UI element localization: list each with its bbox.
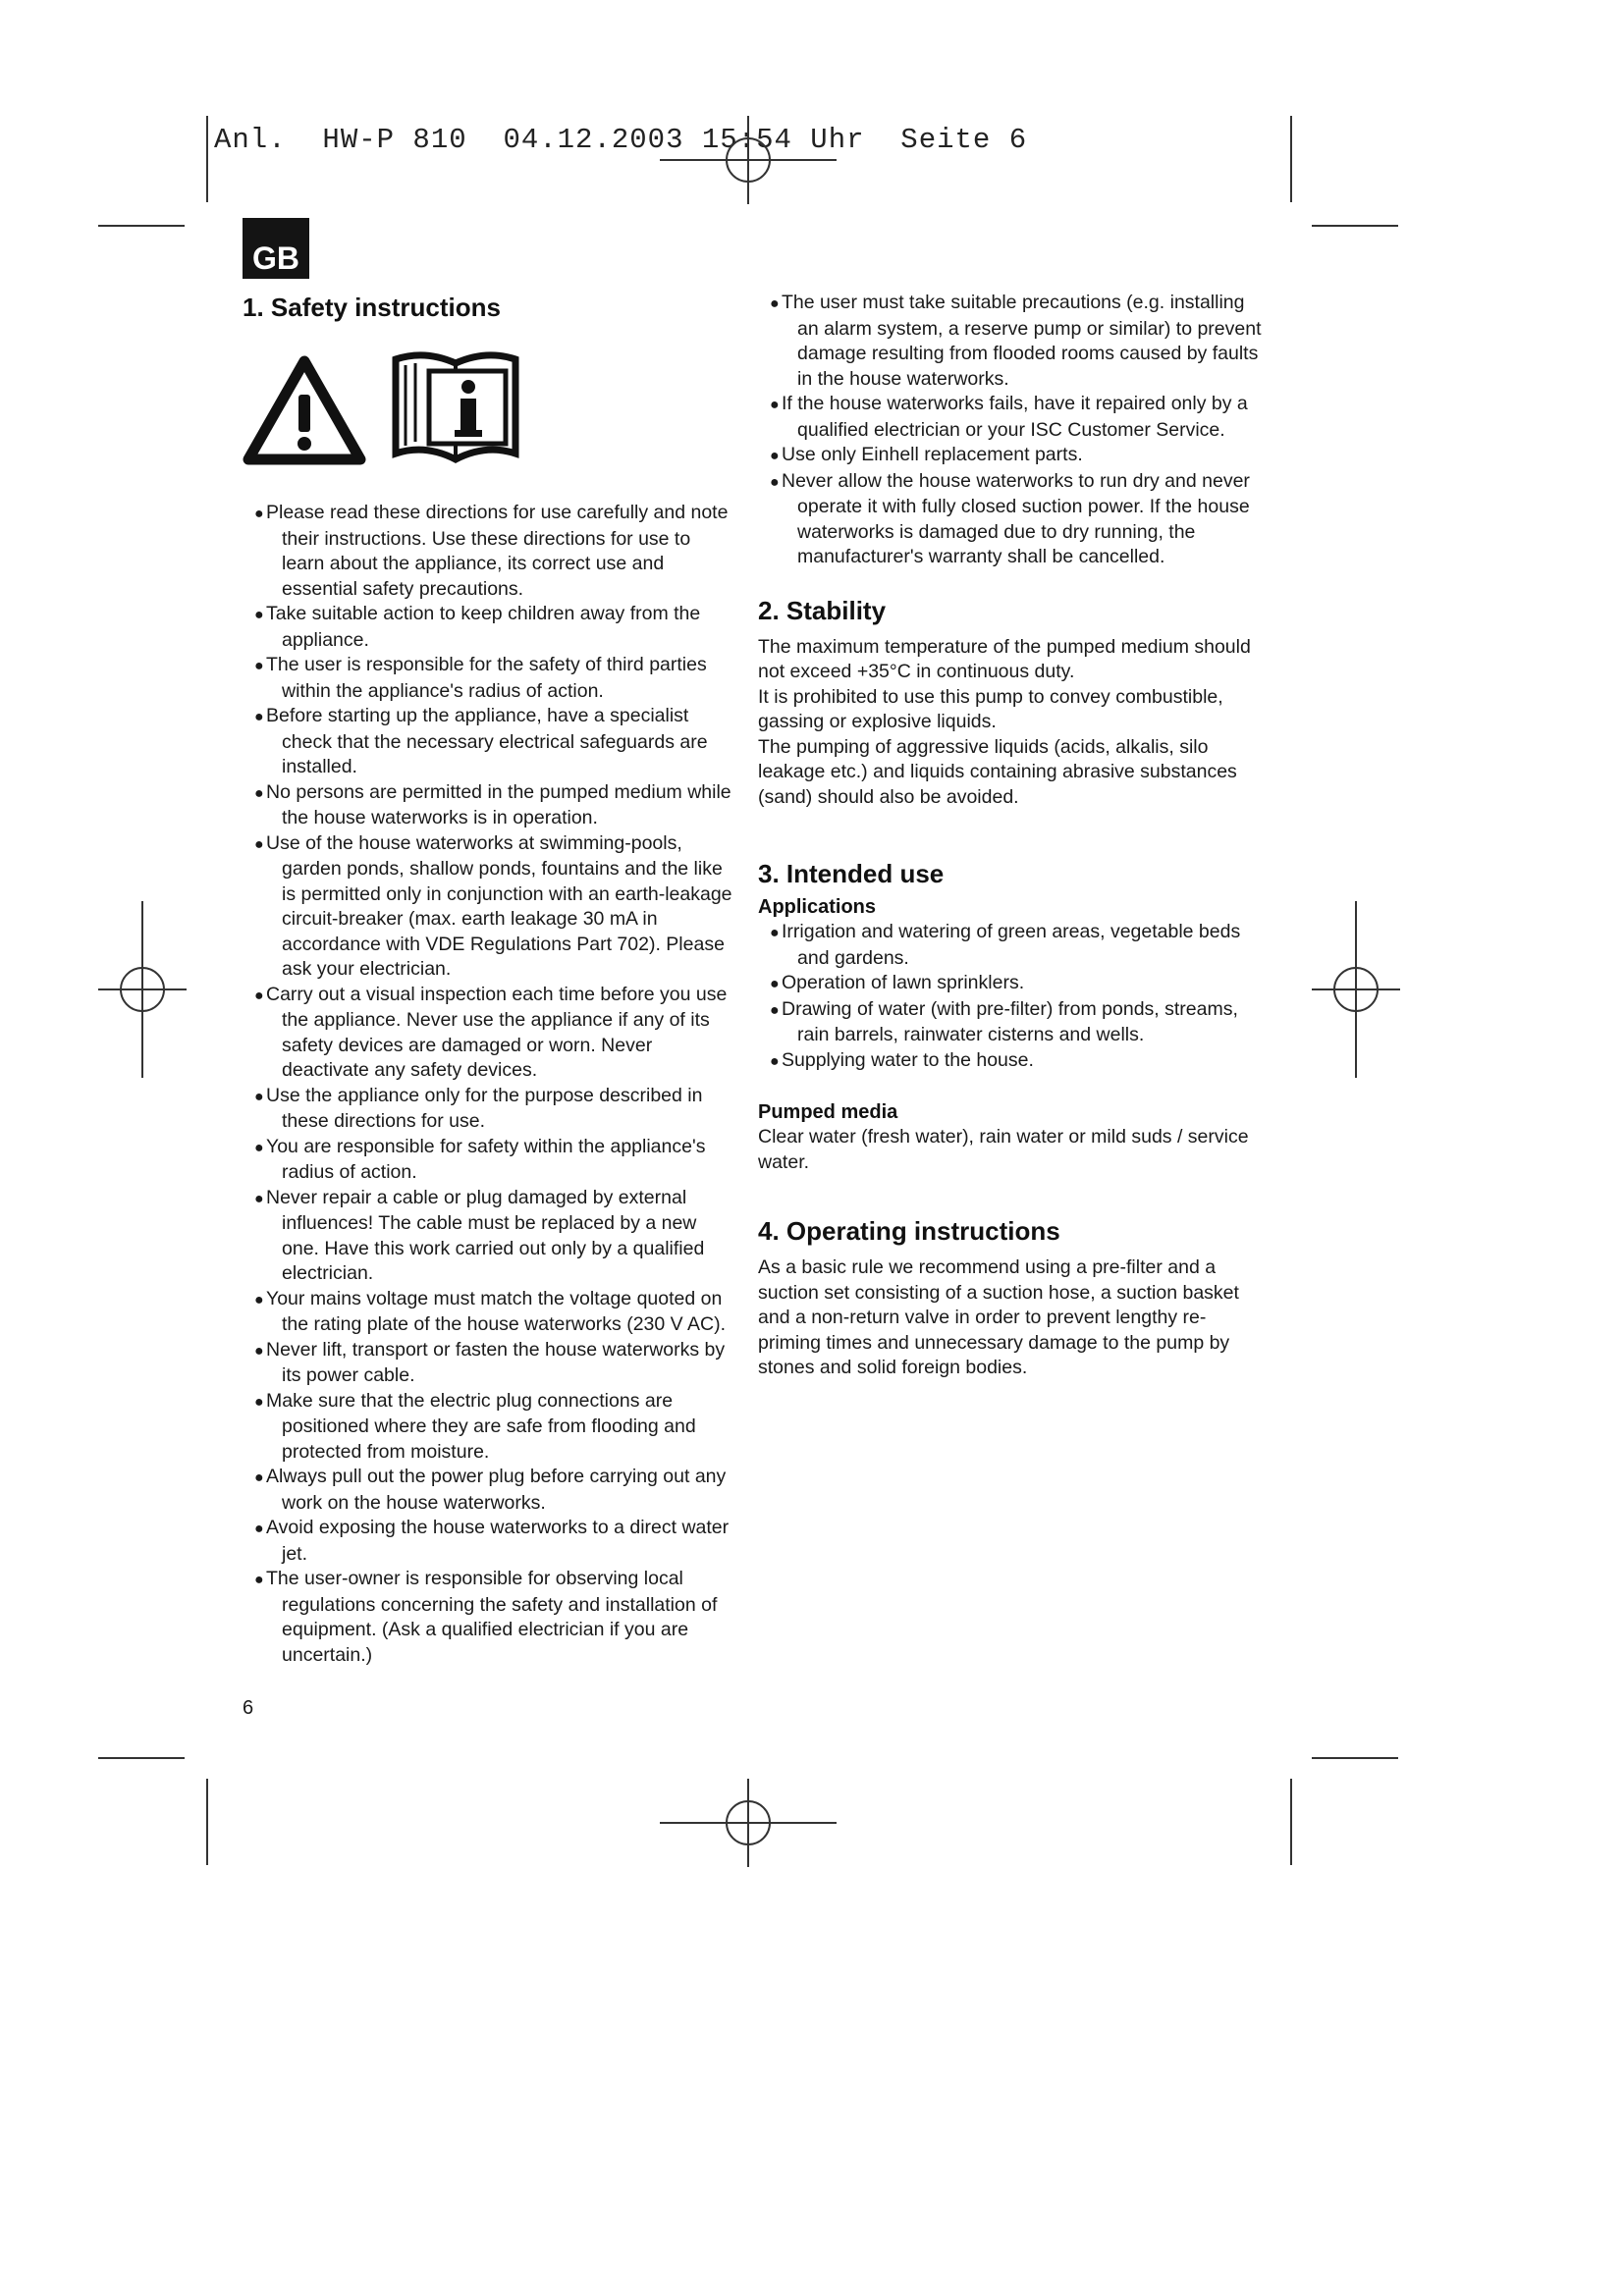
subheading-applications: Applications (758, 896, 877, 918)
list-item: ● Never lift, transport or fasten the house waterworks by its power cable. (243, 1338, 733, 1389)
list-item: ● If the house waterworks fails, have it repaired only by a qualified electrician or your ISC Customer Service. (758, 392, 1269, 443)
list-item: ● Always pull out the power plug before carrying out any work on the house waterworks. (243, 1465, 733, 1516)
list-item: ● Drawing of water (with pre-filter) from ponds, streams, rain barrels, rainwater cisterns and wells. (758, 997, 1269, 1048)
list-item: ● Use the appliance only for the purpose described in these directions for use. (243, 1084, 733, 1135)
list-item: ● Take suitable action to keep children away from the appliance. (243, 602, 733, 653)
list-item: ● The user-owner is responsible for observing local regulations concerning the safety and installation of equipment. (Ask a qualified electrician if you are uncertain.) (243, 1567, 733, 1668)
section-heading-intended-use: 3. Intended use (758, 859, 945, 888)
pumped-media-text: Clear water (fresh water), rain water or mild suds / service water. (758, 1126, 1249, 1173)
list-item: ● Make sure that the electric plug connections are positioned where they are safe from flooding and protected from moisture. (243, 1389, 733, 1466)
page-number: 6 (243, 1697, 254, 1719)
list-item: ● The user is responsible for the safety of third parties within the appliance's radius of action. (243, 653, 733, 704)
crop-mark (1290, 116, 1292, 202)
crop-mark (1290, 1779, 1292, 1865)
stability-paragraph: The pumping of aggressive liquids (acids, alkalis, silo leakage etc.) and liquids containing abrasive substances (sand) should also be avoided. (758, 735, 1237, 808)
list-item: ● You are responsible for safety within the appliance's radius of action. (243, 1135, 733, 1186)
list-item: ● Never allow the house waterworks to run dry and never operate it with fully closed suction power. If the house waterworks is damaged due to dry running, the manufacturer's warranty shall be cancelled. (758, 469, 1269, 570)
section-heading-stability: 2. Stability (758, 595, 887, 625)
section-heading-safety: 1. Safety instructions (243, 293, 501, 322)
applications-list (758, 920, 1269, 1074)
safety-icons (243, 334, 733, 487)
list-item: ● Operation of lawn sprinklers. (758, 971, 1269, 997)
list-item: ● Before starting up the appliance, have a specialist check that the necessary electrical safeguards are installed. (243, 704, 733, 780)
list-item: ● Please read these directions for use carefully and note their instructions. Use these directions for use to learn about the appliance, its correct use and essential safety precautions. (243, 501, 733, 602)
list-item: ● Your mains voltage must match the voltage quoted on the rating plate of the house waterworks (230 V AC). (243, 1287, 733, 1338)
section-heading-operating: 4. Operating instructions (758, 1216, 1060, 1246)
print-header: Anl. HW-P 810 04.12.2003 15:54 Uhr Seite 6 (214, 124, 1028, 156)
list-item: ● Irrigation and watering of green areas, vegetable beds and gardens. (758, 920, 1269, 971)
safety-list-continued (758, 291, 1269, 570)
crop-mark (1312, 225, 1398, 227)
list-item: ● Never repair a cable or plug damaged by external influences! The cable must be replaced by a new one. Have this work carried out only by a qualified electrician. (243, 1186, 733, 1287)
registration-mark-right (1312, 901, 1400, 1078)
warning-triangle-icon (243, 355, 366, 465)
crop-mark (98, 1757, 185, 1759)
left-column (243, 291, 733, 1668)
subheading-pumped-media: Pumped media (758, 1101, 898, 1123)
list-item: ● Supplying water to the house. (758, 1048, 1269, 1075)
list-item: ● Avoid exposing the house waterworks to a direct water jet. (243, 1516, 733, 1567)
registration-mark-top (660, 116, 837, 204)
language-badge: GB (243, 218, 309, 279)
list-item: ● No persons are permitted in the pumped medium while the house waterworks is in operation. (243, 780, 733, 831)
list-item: ● Carry out a visual inspection each time before you use the appliance. Never use the appliance if any of its safety devices are damaged or worn. Never deactivate any safety devices. (243, 983, 733, 1084)
registration-mark-left (98, 901, 187, 1078)
list-item: ● Use of the house waterworks at swimming-pools, garden ponds, shallow ponds, fountains and the like is permitted only in conjunction with an earth-leakage circuit-breaker (max. earth leakage 30 mA in accordance with VDE Regulations Part 702). Please ask your electrician. (243, 831, 733, 983)
crop-mark (206, 1779, 208, 1865)
operating-text: As a basic rule we recommend using a pre-filter and a suction set consisting of a suction hose, a suction basket and a non-return valve in order to prevent lengthy re-priming times and unnecessary damage to the pump by stones and solid foreign bodies. (758, 1256, 1239, 1378)
stability-paragraph: The maximum temperature of the pumped medium should not exceed +35°C in continuous duty. (758, 635, 1251, 682)
list-item: ● The user must take suitable precautions (e.g. installing an alarm system, a reserve pump or similar) to prevent damage resulting from flooded rooms caused by faults in the house waterworks. (758, 291, 1269, 392)
manual-info-icon (390, 346, 521, 469)
stability-paragraph: It is prohibited to use this pump to convey combustible, gassing or explosive liquids. (758, 685, 1223, 732)
right-column (758, 291, 1269, 1381)
crop-mark (98, 225, 185, 227)
safety-list (243, 501, 733, 1668)
crop-mark (206, 116, 208, 202)
registration-mark-bottom (660, 1779, 837, 1867)
crop-mark (1312, 1757, 1398, 1759)
list-item: ● Use only Einhell replacement parts. (758, 443, 1269, 469)
